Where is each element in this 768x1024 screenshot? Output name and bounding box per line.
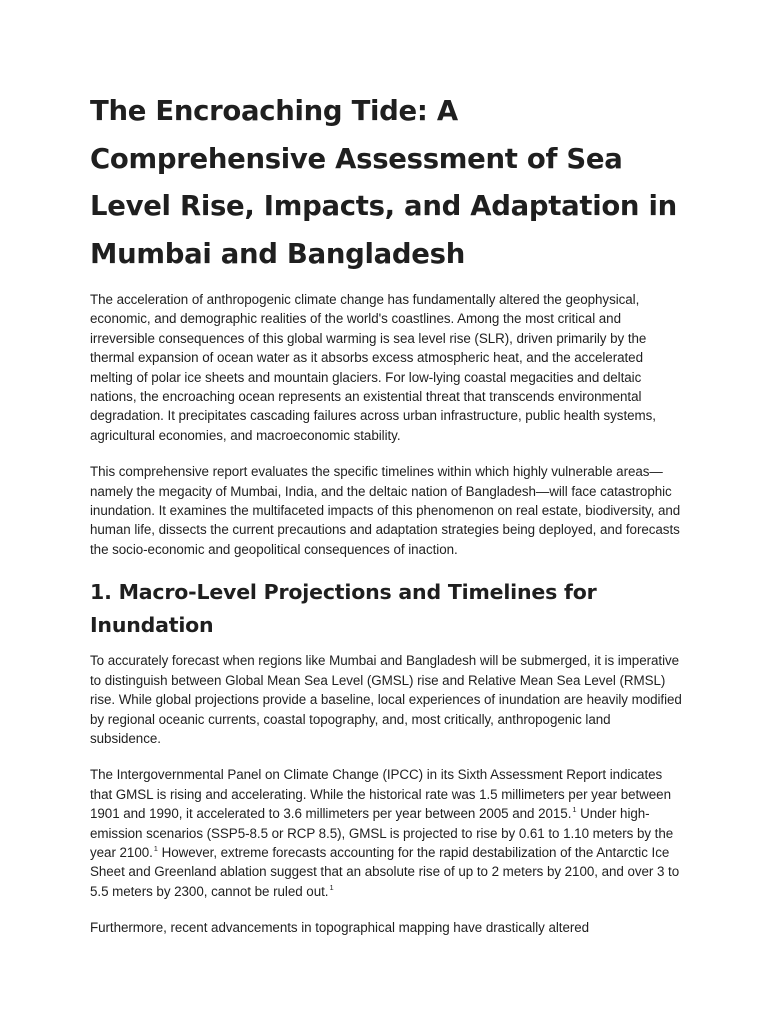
section-1-paragraph-2	[90, 765, 685, 901]
footnote-reference[interactable]: 1	[153, 843, 158, 853]
document-title: The Encroaching Tide: A Comprehensive Assessment of Sea Level Rise, Impacts, and Adaptation in Mumbai and Bangladesh	[90, 95, 677, 270]
paragraph-text-segment: However, extreme forecasts accounting for the rapid destabilization of the Antarctic Ice Sheet and Greenland ablation suggest that an absolute rise of up to 2 meters by 2100, and over 3 to 5.5 meters by 2300, cannot be ruled out.	[90, 844, 680, 899]
paragraph-text-segment: Under high-emission scenarios (SSP5-8.5 or RCP 8.5), GMSL is projected to rise by 0.61 to 1.10 meters by the year 2100.	[90, 806, 674, 860]
intro-paragraph-1: The acceleration of anthropogenic climate change has fundamentally altered the geophysical, economic, and demographic realities of the world's coastlines. Among the most critical and irreversible consequences of this global warming is sea level rise (SLR), driven primarily by the thermal expansion of ocean water as it absorbs excess atmospheric heat, and the accelerated melting of polar ice sheets and mountain glaciers. For low-lying coastal megacities and deltaic nations, the encroaching ocean represents an existential threat that transcends environmental degradation. It precipitates cascading failures across urban infrastructure, public health systems, agricultural economies, and macroeconomic stability.	[90, 292, 656, 443]
section-1-paragraph-1: To accurately forecast when regions like Mumbai and Bangladesh will be submerged, it is imperative to distinguish between Global Mean Sea Level (GMSL) rise and Relative Mean Sea Level (RMSL) rise. While global projections provide a baseline, local experiences of inundation are heavily modified by regional oceanic currents, coastal topography, and, most critically, anthropogenic land subsidence.	[90, 653, 682, 746]
section-1-heading: 1. Macro-Level Projections and Timelines for Inundation	[90, 580, 597, 637]
section-1-paragraph-3: Furthermore, recent advancements in topographical mapping have drastically altered	[90, 920, 590, 936]
footnote-reference[interactable]: 1	[329, 882, 334, 892]
intro-paragraph-2: This comprehensive report evaluates the specific timelines within which highly vulnerable areas—namely the megacity of Mumbai, India, and the deltaic nation of Bangladesh—will face catastrophic inundation. It examines the multifaceted impacts of this phenomenon on real estate, biodiversity, and human life, dissects the current precautions and adaptation strategies being deployed, and forecasts the socio-economic and geopolitical consequences of inaction.	[90, 464, 681, 557]
footnote-reference[interactable]: 1	[572, 805, 577, 815]
document-page	[90, 88, 685, 955]
paragraph-text-segment: The Intergovernmental Panel on Climate Change (IPCC) in its Sixth Assessment Report indicates that GMSL is rising and accelerating. While the historical rate was 1.5 millimeters per year between 1901 and 1990, it accelerated to 3.6 millimeters per year between 2005 and 2015.	[90, 767, 671, 822]
